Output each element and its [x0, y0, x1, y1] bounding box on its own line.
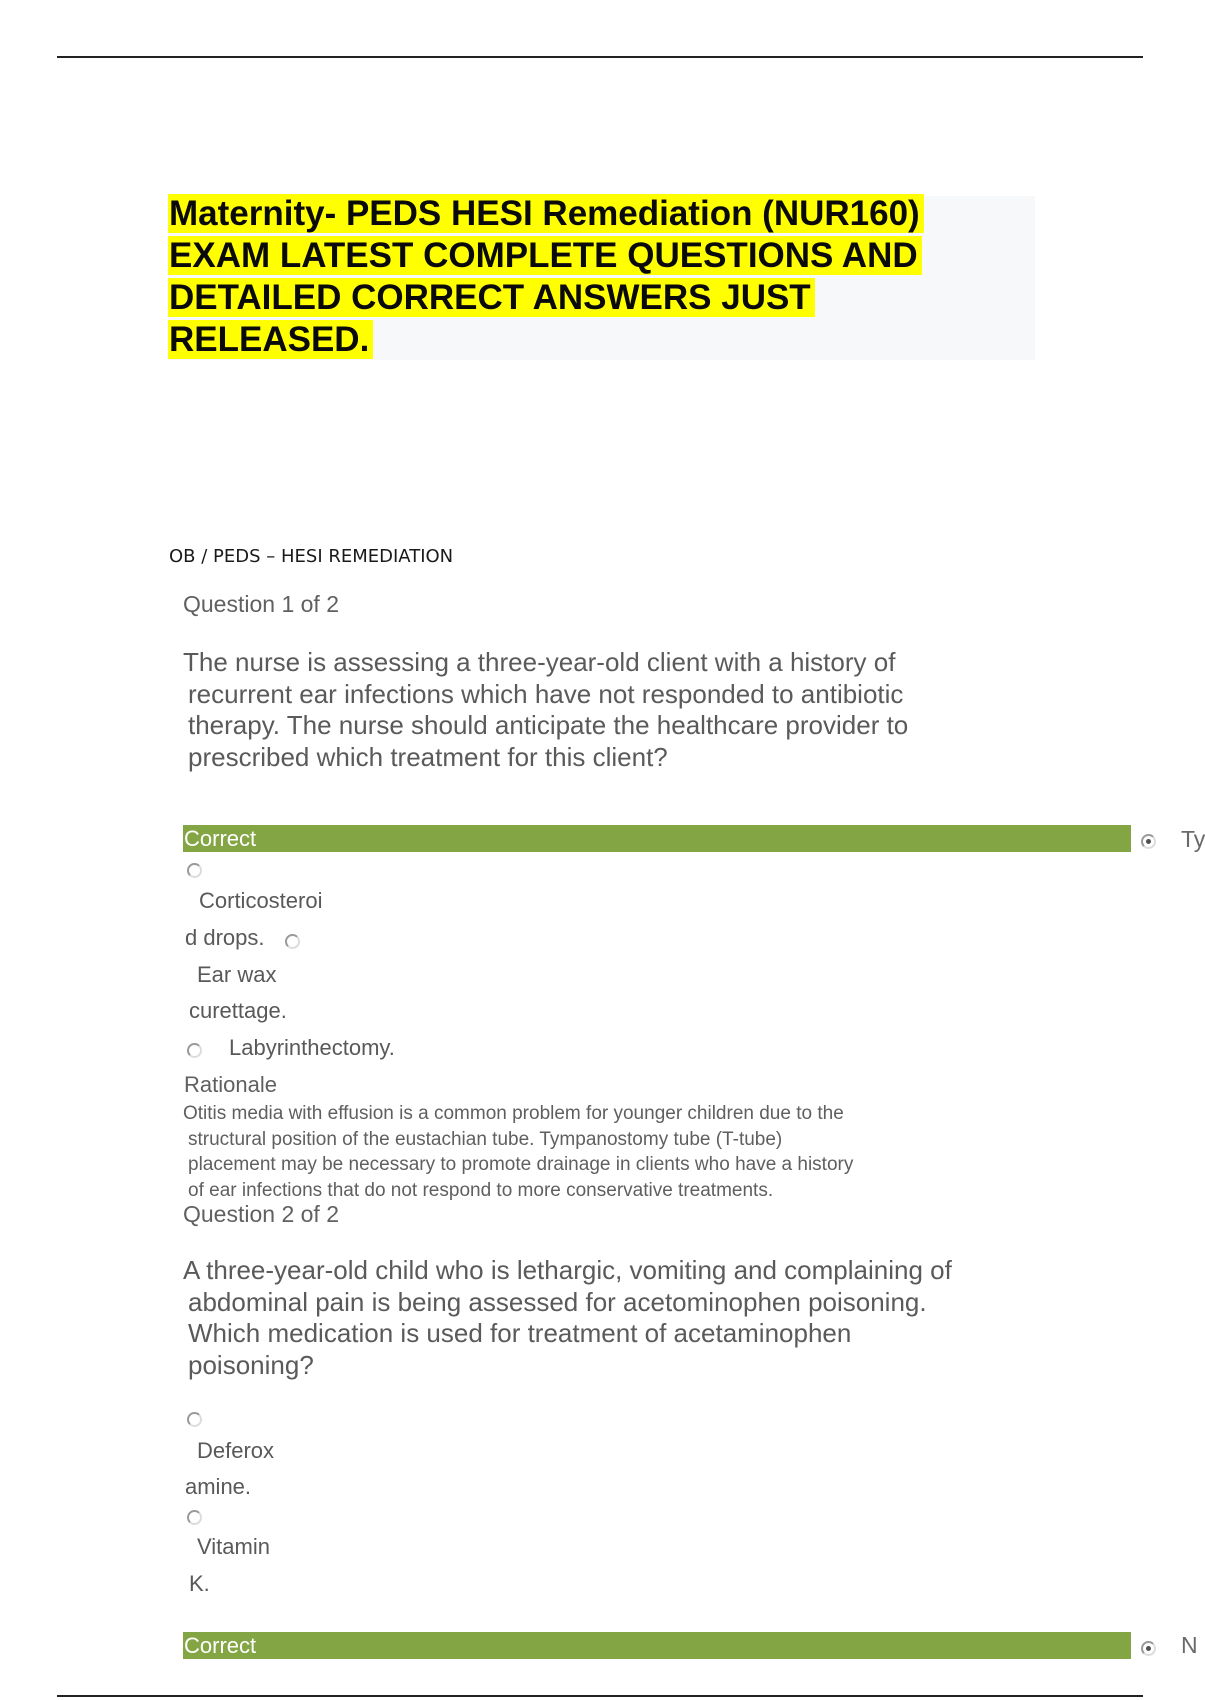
question-1-option-a-radio[interactable]: [187, 863, 202, 878]
question-2-correct-answer-label: N: [1181, 1632, 1198, 1658]
question-2-option-a-label: Deferox: [197, 1438, 275, 1463]
document-title: [168, 193, 1008, 361]
question-2-correct-answer-radio[interactable]: [1141, 1641, 1156, 1656]
question-2-text: [183, 1255, 1013, 1381]
question-1-option-b-label-cont: curettage.: [189, 998, 287, 1023]
question-1-line: therapy. The nurse should anticipate the healthcare provider to: [188, 710, 909, 740]
bottom-rule: [57, 1695, 1143, 1697]
section-heading: OB / PEDS – HESI REMEDIATION: [169, 546, 454, 567]
rationale-line: placement may be necessary to promote drainage in clients who have a history: [188, 1154, 854, 1175]
question-1-option-b-label: Ear wax: [197, 962, 277, 987]
question-1-counter: Question 1 of 2: [183, 591, 339, 617]
rationale-line: of ear infections that do not respond to more conservative treatments.: [188, 1179, 774, 1201]
question-1-option-c-label: Labyrinthectomy.: [229, 1035, 395, 1060]
question-2-line: Which medication is used for treatment of acetaminophen: [188, 1318, 852, 1348]
question-2-line: abdominal pain is being assessed for acetominophen poisoning.: [188, 1286, 927, 1317]
question-2-option-b-radio[interactable]: [187, 1510, 202, 1525]
title-line: Maternity- PEDS HESI Remediation (NUR160): [168, 194, 924, 233]
question-2-option-a-radio[interactable]: [187, 1412, 202, 1427]
question-2-correct-bar: [183, 1632, 1131, 1659]
rationale-line: structural position of the eustachian tube. Tympanostomy tube (T-tube): [188, 1128, 783, 1150]
question-1-line: The nurse is assessing a three-year-old client with a history of: [183, 647, 896, 677]
top-rule: [57, 56, 1143, 58]
question-1-option-c-radio[interactable]: [187, 1043, 202, 1058]
correct-label: Correct: [184, 1633, 257, 1658]
question-2-counter: Question 2 of 2: [183, 1201, 339, 1227]
rationale-heading: Rationale: [184, 1072, 277, 1097]
question-1-line: prescribed which treatment for this client?: [188, 741, 668, 772]
rationale-line: Otitis media with effusion is a common problem for younger children due to the: [183, 1103, 844, 1124]
title-line: EXAM LATEST COMPLETE QUESTIONS AND: [168, 236, 922, 275]
question-2-option-b-label: Vitamin: [197, 1534, 270, 1559]
question-1-line: recurrent ear infections which have not responded to antibiotic: [188, 678, 904, 709]
question-1-correct-answer-label: Ty: [1181, 826, 1205, 852]
question-1-option-a-label: Corticosteroi: [199, 888, 323, 913]
question-1-option-b-radio[interactable]: [285, 934, 300, 949]
rationale-text: [183, 1101, 1003, 1203]
question-1-text: [183, 647, 983, 773]
question-1-option-a-label-cont: d drops.: [185, 925, 265, 950]
question-1-correct-answer-radio[interactable]: [1141, 834, 1156, 849]
correct-label: Correct: [184, 826, 257, 851]
question-1-correct-bar: [183, 825, 1131, 852]
question-2-line: A three-year-old child who is lethargic, vomiting and complaining of: [183, 1255, 952, 1285]
question-2-option-a-label-cont: amine.: [185, 1474, 252, 1499]
question-2-option-b-label-cont: K.: [189, 1571, 210, 1596]
title-line: RELEASED.: [168, 320, 373, 359]
title-line: DETAILED CORRECT ANSWERS JUST: [168, 278, 815, 317]
question-2-line: poisoning?: [188, 1349, 314, 1380]
